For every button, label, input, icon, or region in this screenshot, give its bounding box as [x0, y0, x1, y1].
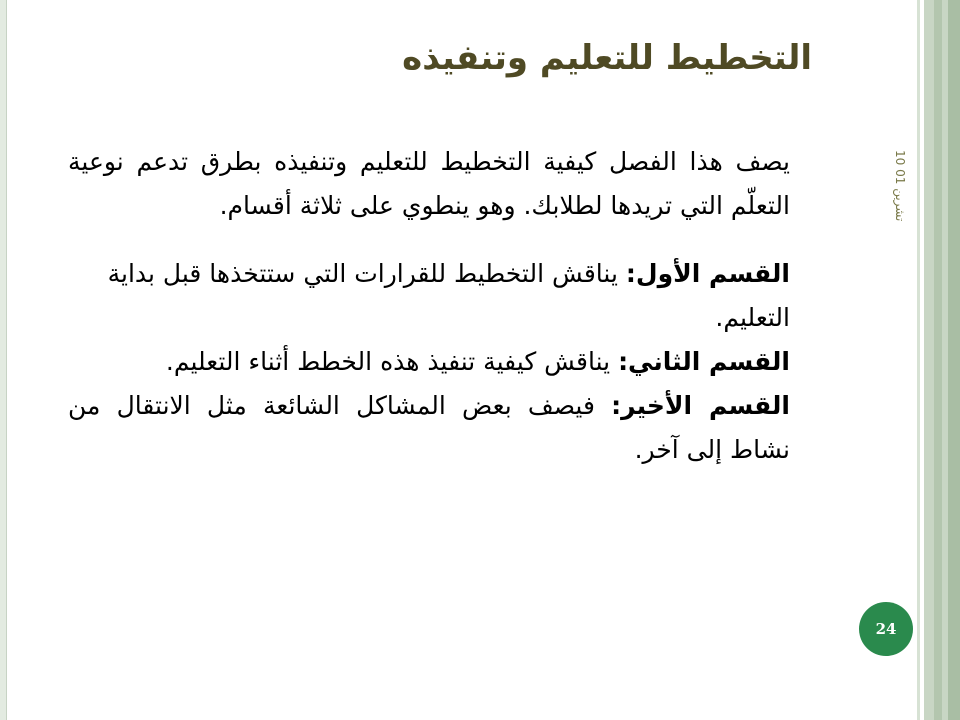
slide-title: التخطيط للتعليم وتنفيذه [402, 38, 812, 78]
section-first-text: يناقش التخطيط للقرارات التي ستتخذها قبل بداية [107, 259, 626, 288]
side-date [880, 150, 920, 250]
right-border-bar-edge [948, 0, 960, 720]
section-second [68, 340, 790, 384]
right-border-bar-inner [934, 0, 942, 720]
section-last-text: فيصف بعض المشاكل الشائعة مثل الانتقال من نشاط إلى آخر. [68, 391, 790, 464]
side-date-text: 10 تشرين 01 [893, 150, 907, 222]
slide-body [68, 140, 790, 472]
section-first-label: القسم الأول: [625, 259, 790, 288]
section-first-continuation [68, 296, 790, 340]
section-first-continuation-text: التعليم. [715, 303, 790, 332]
section-last-label: القسم الأخير: [611, 391, 790, 420]
section-last [68, 384, 790, 472]
section-first [68, 252, 790, 296]
intro-paragraph: يصف هذا الفصل كيفية التخطيط للتعليم وتنفيذه بطرق تدعم نوعية التعلّم التي تريدها لطلابك. وهو ينطوي على ثلاثة أقسام. [68, 147, 790, 220]
page-number-badge: 24 [859, 602, 913, 656]
left-border [0, 0, 7, 720]
section-second-text: يناقش كيفية تنفيذ هذه الخطط أثناء التعليم. [165, 347, 619, 376]
section-second-label: القسم الثاني: [618, 347, 790, 376]
